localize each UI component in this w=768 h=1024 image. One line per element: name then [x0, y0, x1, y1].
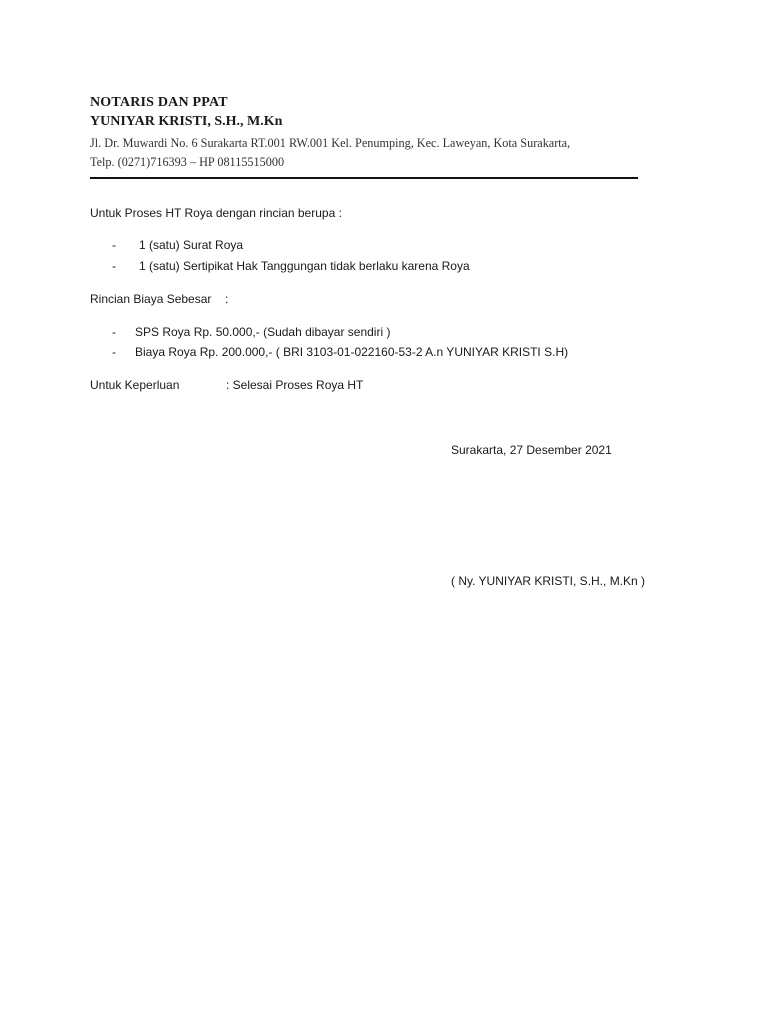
letterhead-divider: [90, 177, 638, 179]
list-bullet: -: [112, 345, 116, 359]
list-bullet: -: [112, 259, 116, 273]
list-item: 1 (satu) Sertipikat Hak Tanggungan tidak berlaku karena Roya: [139, 259, 470, 273]
letterhead-address: Jl. Dr. Muwardi No. 6 Surakarta RT.001 RW.001 Kel. Penumping, Kec. Laweyan, Kota Surakarta,: [90, 135, 571, 150]
section-intro: Untuk Proses HT Roya dengan rincian berupa :: [90, 206, 342, 220]
letterhead-title: NOTARIS DAN PPAT: [90, 95, 228, 110]
signature-name: ( Ny. YUNIYAR KRISTI, S.H., M.Kn ): [451, 574, 646, 588]
cost-colon: :: [225, 292, 229, 306]
cost-label: Rincian Biaya Sebesar: [90, 292, 212, 306]
list-item: Biaya Roya Rp. 200.000,- ( BRI 3103-01-022160-53-2 A.n YUNIYAR KRISTI S.H): [135, 345, 569, 359]
place-date: Surakarta, 27 Desember 2021: [451, 443, 612, 457]
list-item: SPS Roya Rp. 50.000,- (Sudah dibayar sendiri ): [135, 325, 391, 339]
purpose-value: : Selesai Proses Roya HT: [226, 378, 364, 392]
list-bullet: -: [112, 238, 116, 252]
list-item: 1 (satu) Surat Roya: [139, 238, 244, 252]
letterhead-name: YUNIYAR KRISTI, S.H., M.Kn: [90, 114, 283, 129]
purpose-label: Untuk Keperluan: [90, 378, 180, 392]
letterhead-phone: Telp. (0271)716393 – HP 08115515000: [90, 154, 285, 169]
letterhead: [90, 93, 650, 171]
list-bullet: -: [112, 325, 116, 339]
